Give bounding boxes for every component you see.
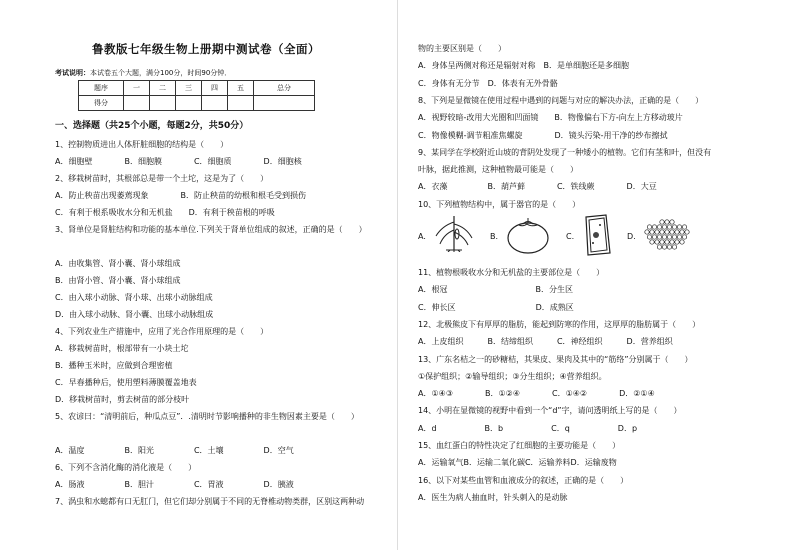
question-line: 2、移栽树苗时，其根部总是带一个土坨，这是为了（ ） [55, 174, 269, 183]
fig-label-d: D. [627, 232, 636, 241]
question-line: 3、肾单位是肾脏结构和功能的基本单位.下列关于肾单位组成的叙述，正确的是（ ） [55, 225, 367, 234]
question-line: A．视野较暗-改用大光圈和凹面镜 B．物像偏右下方-向左上方移动玻片 [418, 113, 683, 123]
question-line: A．上皮组织 B．结缔组织 C．神经组织 D．营养组织 [418, 337, 673, 347]
question-line: A．身体呈两侧对称还是辐射对称 B．是单细胞还是多细胞 [418, 61, 629, 71]
question-line: A．细胞壁 B．细胞膜 C．细胞质 D．细胞核 [55, 157, 302, 166]
cell-cluster-icon [641, 217, 693, 253]
table-cell: 一 [124, 81, 150, 96]
fig-label-b: B. [490, 232, 499, 241]
question-line: ①保护组织；②输导组织；③分生组织；④营养组织。 [418, 371, 607, 381]
exam-note-label: 考试说明： [55, 69, 90, 77]
table-cell: 二 [150, 81, 176, 96]
fig-label-c: C. [566, 232, 575, 241]
question-line: 6、下列不含消化酶的消化液是（ ） [55, 463, 197, 472]
exam-note [55, 68, 231, 78]
question-line: 15、血红蛋白的特性决定了红细胞的主要功能是（ ） [418, 441, 621, 450]
question-line: C．由入球小动脉、肾小球、出球小动脉组成 [55, 293, 213, 302]
score-input-cell[interactable] [202, 96, 228, 111]
table-cell: 总分 [254, 81, 315, 96]
table-cell: 题序 [79, 81, 124, 96]
page-title: 鲁教版七年级生物上册期中测试卷（全面） [92, 42, 320, 56]
section-heading: 一、选择题（共25个小题，每题2分，共50分） [55, 121, 249, 131]
question-line: A．移栽树苗时，根部带有一小块土坨 [55, 344, 189, 353]
score-input-cell[interactable] [150, 96, 176, 111]
question-line: 叶脉，据此推测，这种植物最可能是（ ） [418, 165, 578, 175]
question-line: 8、下列是显微镜在使用过程中遇到的问题与对应的解决办法，正确的是（ ） [418, 95, 704, 105]
score-input-cell[interactable] [176, 96, 202, 111]
score-table-score-row [79, 96, 315, 111]
fig-label-a: A. [418, 232, 426, 241]
question-line: A．衣藻 B．葫芦藓 C．铁线蕨 D．大豆 [418, 182, 657, 192]
question-line: C．身体有无分节 D．体表有无外骨骼 [418, 78, 558, 88]
question-line: A．温度 B．阳光 C．土壤 D．空气 [55, 446, 294, 455]
question-line: 物的主要区别是（ ） [418, 44, 506, 53]
question-line: 13、广东名桔之一的砂糖桔，其果皮、果肉及其中的“筋络”分别属于（ ） [418, 354, 693, 364]
question-line: A．根冠 B．分生区 [418, 285, 573, 295]
question-line: 5、农谚曰：“清明前后，种瓜点豆”．.清明时节影响播种的非生物因素主要是（ ） [55, 412, 359, 421]
table-cell: 四 [202, 81, 228, 96]
question-line: 4、下列农业生产措施中，应用了光合作用原理的是（ ） [55, 327, 269, 336]
question-line: A．由收集管、肾小囊、肾小球组成 [55, 259, 181, 268]
table-cell: 三 [176, 81, 202, 96]
score-input-cell[interactable] [228, 96, 254, 111]
question-line: A．d B．b C．q D．p [418, 423, 638, 433]
plant-cell-icon [578, 213, 614, 257]
score-input-cell[interactable] [254, 96, 315, 111]
question-line: A．防止秧苗出现萎蔫现象 B．防止秧苗的幼根和根毛受到损伤 [55, 191, 306, 200]
score-input-cell[interactable] [124, 96, 150, 111]
question-line: 14、小明在显微镜的视野中看到一个“d”字，请问透明纸上写的是（ ） [418, 406, 682, 416]
corn-plant-icon [430, 212, 478, 252]
table-cell: 得分 [79, 96, 124, 111]
question-line: 16、以下对某些血管和血液成分的叙述，正确的是（ ） [418, 475, 629, 485]
question-line: C．早春播种后，使用塑料薄膜覆盖地表 [55, 378, 197, 387]
score-table [78, 80, 315, 111]
question-line: B．播种玉米时，应做到合理密植 [55, 361, 173, 370]
question-line: A．①④③ B．①②④ C．①④② D．②①④ [418, 389, 655, 399]
score-table-header-row [79, 81, 315, 96]
table-cell: 五 [228, 81, 254, 96]
question-line: 11、植物根吸收水分和无机盐的主要部位是（ ） [418, 268, 605, 277]
question-line: 10、下列植物结构中，属于器官的是（ ） [418, 199, 581, 209]
question-line: 7、涡虫和水螅都有口无肛门，但它们却分别属于不同的无脊椎动物类群，区别这两种动 [55, 497, 365, 506]
question-line: D．移栽树苗时，剪去树苗的部分枝叶 [55, 395, 190, 404]
question-line: C．伸长区 D．成熟区 [418, 302, 574, 312]
exam-note-text: 本试卷五个大题，满分100分，时间90分钟． [90, 69, 232, 77]
question-line: 9、某同学在学校附近山坡的背阴处发现了一种矮小的植物。它们有茎和叶，但没有 [418, 147, 712, 157]
question-line: 1、控制物质进出人体肝脏细胞的结构是（ ） [55, 140, 229, 149]
question-line: C．物像模糊-调节粗准焦螺旋 D．镜头污染-用干净的纱布擦拭 [418, 130, 668, 140]
question-line: A．医生为病人抽血时，针头刺入的是动脉 [418, 492, 568, 502]
question-line: 12、北极熊皮下有厚厚的脂肪，能起到防寒的作用，这厚厚的脂肪属于（ ） [418, 319, 701, 329]
page-divider [397, 0, 398, 550]
question-line: A．肠液 B．胆汁 C．胃液 D．胰液 [55, 480, 294, 489]
tomato-icon [505, 215, 551, 255]
question-line: C．有利于根系吸收水分和无机盐 D．有利于秧苗根的呼吸 [55, 208, 275, 217]
question-line: A．运输氧气B．运输二氧化碳C．运输养料D．运输废物 [418, 458, 617, 468]
question-line: D．由入球小动脉、肾小囊、出球小动脉组成 [55, 310, 214, 319]
question-line: B．由肾小管、肾小囊、肾小球组成 [55, 276, 181, 285]
